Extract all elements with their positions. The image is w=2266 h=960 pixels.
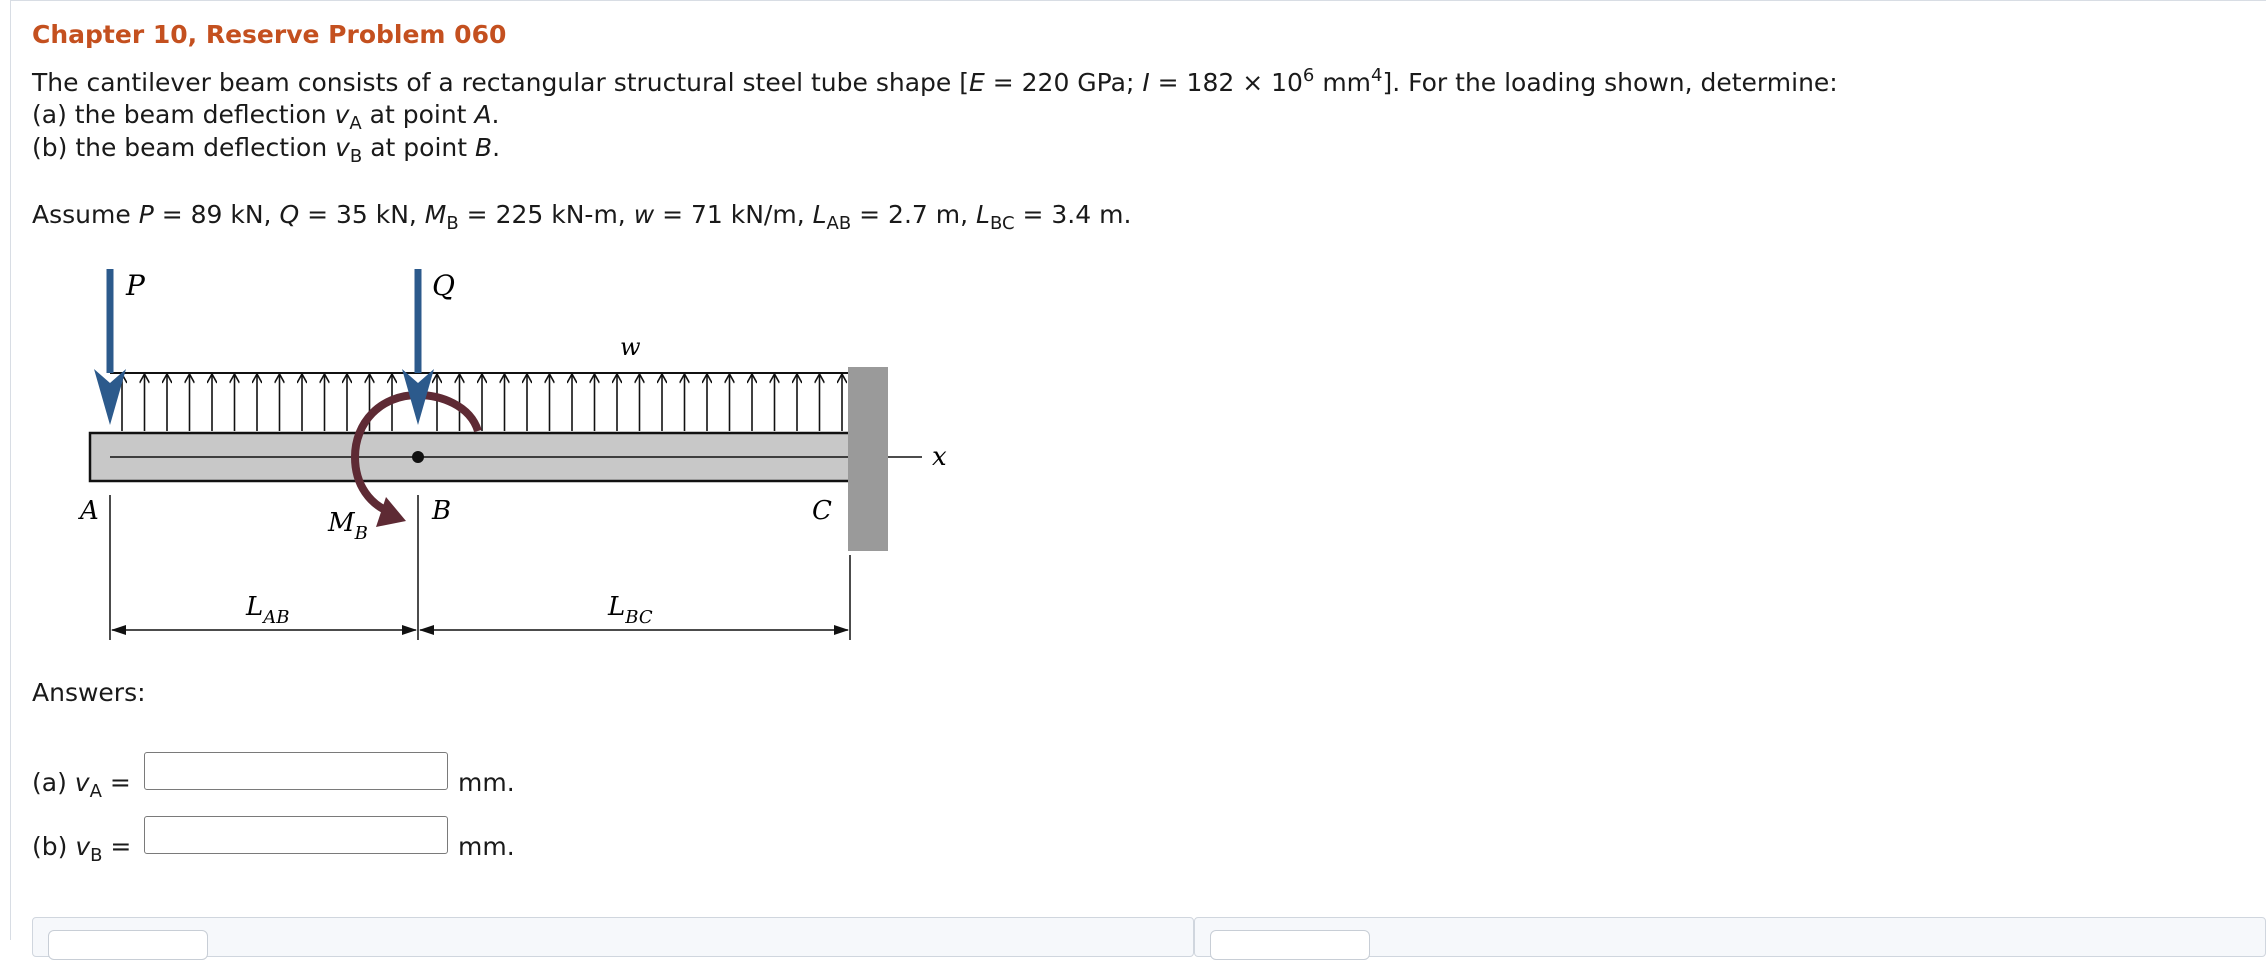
cantilever-beam-figure xyxy=(60,255,960,655)
label-lab: $L_{AB}$ xyxy=(246,592,290,628)
label-q: Q xyxy=(432,269,455,302)
answer-b-unit: mm. xyxy=(458,832,515,861)
problem-title: Chapter 10, Reserve Problem 060 xyxy=(32,20,507,49)
label-mb: $M_B$ xyxy=(328,508,368,544)
label-w: w xyxy=(620,333,641,361)
label-lbc: $L_{BC}$ xyxy=(608,592,653,628)
part-b-text: (b) the beam deflection $v_B$ at point B. xyxy=(32,133,501,167)
label-c: C xyxy=(812,496,832,526)
answer-a-label: (a) $v_A$ = xyxy=(32,768,131,802)
answer-a-input[interactable] xyxy=(144,752,448,790)
assumptions-text: Assume P = 89 kN, Q = 35 kN, $M_B = 225$ kN-m, w = 71 kN/m, $L_{AB} = 2.7$ m, $L_{BC} = 3.4$ m. xyxy=(32,200,1132,234)
load-p-arrowhead xyxy=(94,369,126,425)
label-p: P xyxy=(126,269,145,302)
answer-b-label: (b) $v_B$ = xyxy=(32,832,132,866)
fixed-support-wall xyxy=(848,367,888,551)
label-x: x xyxy=(932,442,947,472)
problem-statement: The cantilever beam consists of a rectangular structural steel tube shape [E = 220 GPa; $I = 182 \times 10^6$ $mm^4$]. For the loading shown, determine: xyxy=(32,65,1838,97)
footer-button-right[interactable] xyxy=(1210,930,1370,960)
label-b: B xyxy=(432,496,452,526)
part-a-text: (a) the beam deflection $v_A$ at point A. xyxy=(32,100,500,134)
answers-label: Answers: xyxy=(32,678,146,707)
answer-b-input[interactable] xyxy=(144,816,448,854)
footer-button-left[interactable] xyxy=(48,930,208,960)
point-b-dot xyxy=(412,451,424,463)
distributed-load-arrows xyxy=(122,375,842,431)
answer-a-unit: mm. xyxy=(458,768,515,797)
label-a: A xyxy=(80,496,99,526)
